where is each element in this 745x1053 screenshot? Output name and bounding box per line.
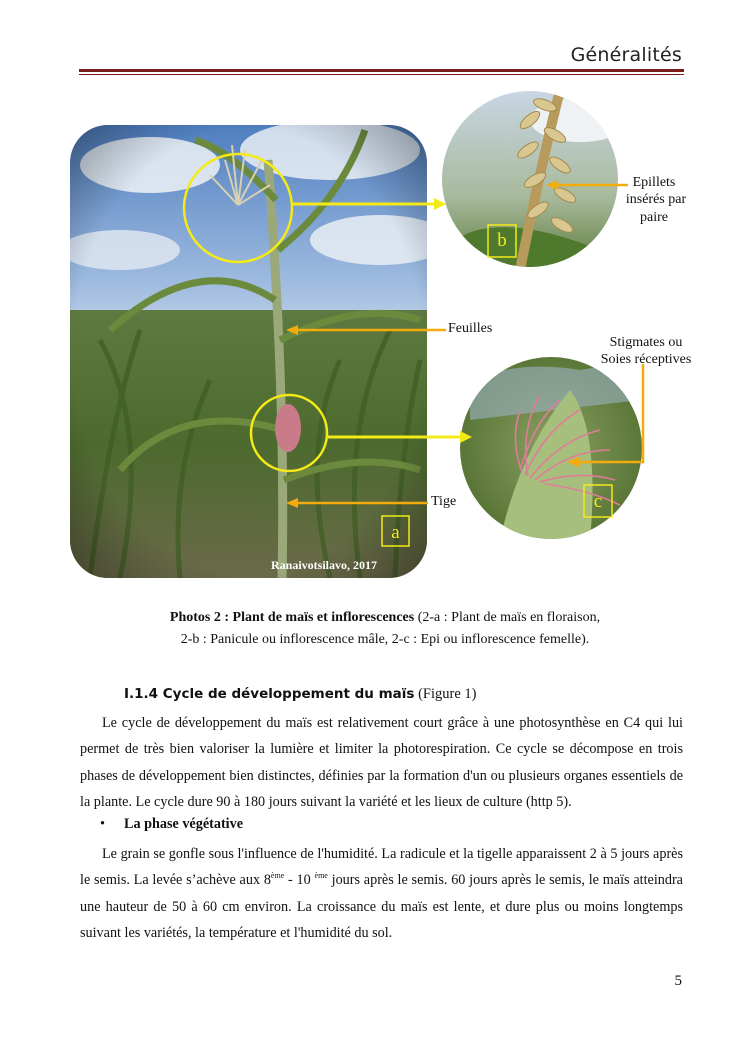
bullet-text: La phase végétative — [124, 816, 244, 832]
caption-title: Photos 2 : Plant de maïs et inflorescences — [169, 610, 415, 625]
panel-label-c: c — [593, 491, 603, 512]
section-heading — [124, 686, 476, 703]
p2-part2: - 10 — [284, 872, 315, 889]
label-feuilles: Feuilles — [448, 321, 493, 336]
photo-credit: Ranaivotsilavo, 2017 — [270, 558, 378, 572]
p2-sup1: ème — [270, 871, 285, 881]
header-rule-thin — [79, 74, 684, 75]
bullet-phase-vegetative — [100, 816, 243, 833]
photo-a-maize-plant — [60, 120, 450, 578]
paragraph-vegetative — [80, 841, 683, 946]
label-epillets-line2: insérés par — [625, 192, 687, 207]
caption-line2: 2-b : Panicule ou inflorescence mâle, 2-c : Epi ou inflorescence femelle). — [180, 632, 590, 647]
caption-line1-rest: (2-a : Plant de maïs en floraison, — [414, 610, 601, 625]
panel-label-b: b — [497, 230, 507, 251]
photo-b-panicle — [440, 90, 630, 270]
section-heading-figure-ref: (Figure 1) — [414, 686, 477, 702]
running-header-title: Généralités — [570, 44, 682, 66]
label-tige: Tige — [431, 494, 457, 509]
p2-sup2: ème — [314, 871, 328, 881]
section-heading-title: I.1.4 Cycle de développement du maïs — [124, 686, 415, 702]
bullet-symbol: • — [100, 816, 105, 832]
page-number: 5 — [674, 973, 682, 989]
label-stigmates-line2: Soies réceptives — [600, 352, 692, 367]
paragraph-cycle — [80, 710, 683, 815]
maize-figure — [0, 80, 745, 585]
label-epillets-line3: paire — [640, 210, 668, 225]
label-stigmates-line1: Stigmates ou — [609, 335, 683, 350]
paragraph-cycle-text: Le cycle de développement du maïs est relativement court grâce à une photosynthèse en C4 qui lui permet de très bien valoriser la lumière et limiter la photorespiration. Ce cycle se décompose en trois phases de développement bien distinctes, définies par la formation d'un ou plusieurs organes essentiels de la plante. Le cycle dure 90 à 180 jours suivant la variété et les lieux de culture (http 5). — [80, 715, 683, 810]
panel-label-a: a — [391, 522, 400, 543]
header-rule-thick — [79, 69, 684, 72]
p2-part3: jours après le semis. 60 jours après le semis, le maïs atteindra une hauteur de 50 à 60 cm environ. La croissance du maïs est lente, et dure plus ou moins longtemps suivant les variétés, la température et l'humidité du sol. — [80, 872, 683, 941]
p2-part1: Le grain se gonfle sous l'influence de l'humidité. La radicule et la tigelle apparaissent 2 à 5 jours après le semis. La levée s’achève aux 8 — [80, 846, 683, 889]
label-epillets-line1: Epillets — [632, 175, 676, 190]
photo-c-ear-silk — [455, 350, 650, 545]
figure-caption — [80, 607, 690, 651]
